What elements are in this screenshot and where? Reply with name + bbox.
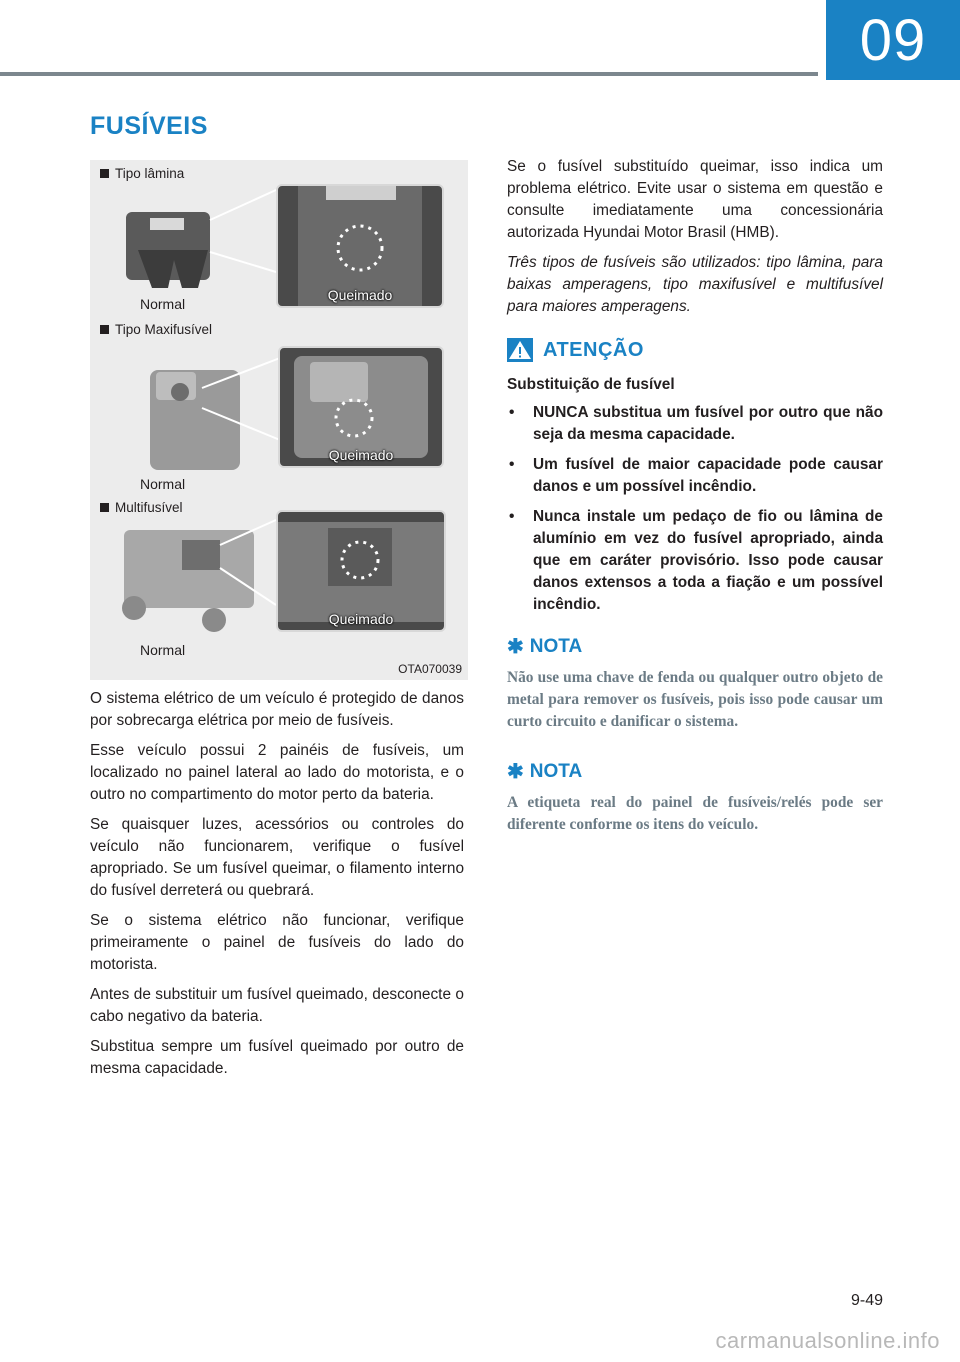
header-rule <box>0 72 818 76</box>
section-title: FUSÍVEIS <box>90 112 208 140</box>
warning-list <box>507 402 883 616</box>
warning-item: • NUNCA substitua um fusível por outro que não seja da mesma capacidade. <box>507 402 883 446</box>
fuse-types-figure <box>90 160 468 680</box>
multi-fuse-terminal-left <box>122 596 146 620</box>
maxi-blown-zoom <box>278 346 444 468</box>
blade-pointer-bottom <box>210 252 276 272</box>
multi-fuse-caption <box>100 500 183 515</box>
maxi-caption-text: Tipo Maxifusível <box>115 322 213 337</box>
warning-subtitle: Substituição de fusível <box>507 376 675 393</box>
multi-fuse-terminal-right <box>202 608 226 632</box>
multi-blown-zoom <box>276 510 446 632</box>
warning-title: ATENÇÃO <box>543 338 644 361</box>
body-paragraph: Substitua sempre um fusível queimado por outro de mesma capacidade. <box>90 1038 464 1077</box>
right-column <box>507 156 883 836</box>
square-bullet-icon <box>100 503 109 512</box>
blade-caption-text: Tipo lâmina <box>115 166 185 181</box>
blade-normal-label: Normal <box>140 296 186 312</box>
note-header <box>507 634 883 659</box>
blade-fuse-rating <box>150 218 184 230</box>
left-column <box>90 688 464 1088</box>
blade-blown-zoom <box>276 184 444 308</box>
watermark: carmanualsonline.info <box>715 1328 940 1353</box>
note-text: A etiqueta real do painel de fusíveis/relés pode ser diferente conforme os itens do veículo. <box>507 794 883 833</box>
multi-fuse-window <box>182 540 220 570</box>
blade-pointer-top <box>210 190 276 220</box>
note-star-icon: ✱ <box>507 761 524 783</box>
body-paragraph: Antes de substituir um fusível queimado, desconecte o cabo negativo da bateria. <box>90 986 464 1025</box>
body-paragraph: Se o sistema elétrico não funcionar, verifique primeiramente o painel de fusíveis do lado do motorista. <box>90 912 464 973</box>
multi-caption-text: Multifusível <box>115 500 183 515</box>
body-paragraph: O sistema elétrico de um veículo é protegido de danos por sobrecarga elétrica por meio de fusíveis. <box>90 690 464 729</box>
figure-code: OTA070039 <box>398 662 462 676</box>
multi-normal-label: Normal <box>140 642 186 658</box>
body-paragraph: Se quaisquer luzes, acessórios ou controles do veículo não funcionarem, verifique o fusível apropriado. Se um fusível queimar, o filamento interno do fusível derreterá ou quebrará. <box>90 816 464 899</box>
chapter-tab: 09 <box>826 0 960 80</box>
page-number: 9-49 <box>850 1292 883 1309</box>
note-star-icon: ✱ <box>507 636 524 658</box>
warning-item: • Um fusível de maior capacidade pode causar danos e um possível incêndio. <box>507 454 883 498</box>
note-text: Não use uma chave de fenda ou qualquer outro objeto de metal para remover os fusíveis, pois isso pode causar um curto circuito e danificar o sistema. <box>507 669 883 730</box>
note-title: NOTA <box>529 760 583 782</box>
body-paragraph: Esse veículo possui 2 painéis de fusíveis, um localizado no painel lateral ao lado do motorista, e o outro no compartimento do motor perto da bateria. <box>90 742 464 803</box>
blade-blown-label: Queimado <box>327 287 393 303</box>
square-bullet-icon <box>100 325 109 334</box>
intro-paragraph: Se o fusível substituído queimar, isso indica um problema elétrico. Evite usar o sistema em questão e consulte imediatamente uma concessionária autorizada Hyundai Motor Brasil (HMB). <box>507 158 883 241</box>
note-title: NOTA <box>529 635 583 657</box>
maxi-fuse-caption <box>100 322 212 337</box>
fuse-types-paragraph: Três tipos de fusíveis são utilizados: tipo lâmina, para baixas amperagens, tipo maxifusível e multifusível para maiores amperagens. <box>507 254 883 315</box>
maxi-fuse-window <box>171 383 189 401</box>
note-header <box>507 759 883 784</box>
multi-blown-label: Queimado <box>328 611 394 627</box>
maxi-blown-label: Queimado <box>328 447 394 463</box>
warning-item: • Nunca instale um pedaço de fio ou lâmina de alumínio em vez do fusível apropriado, ainda que em caráter provisório. Isso pode causar danos extensos a toda a fiação e um possível incêndio. <box>507 506 883 616</box>
warning-triangle-icon <box>507 338 533 362</box>
warning-header <box>507 338 883 362</box>
maxi-normal-label: Normal <box>140 476 186 492</box>
